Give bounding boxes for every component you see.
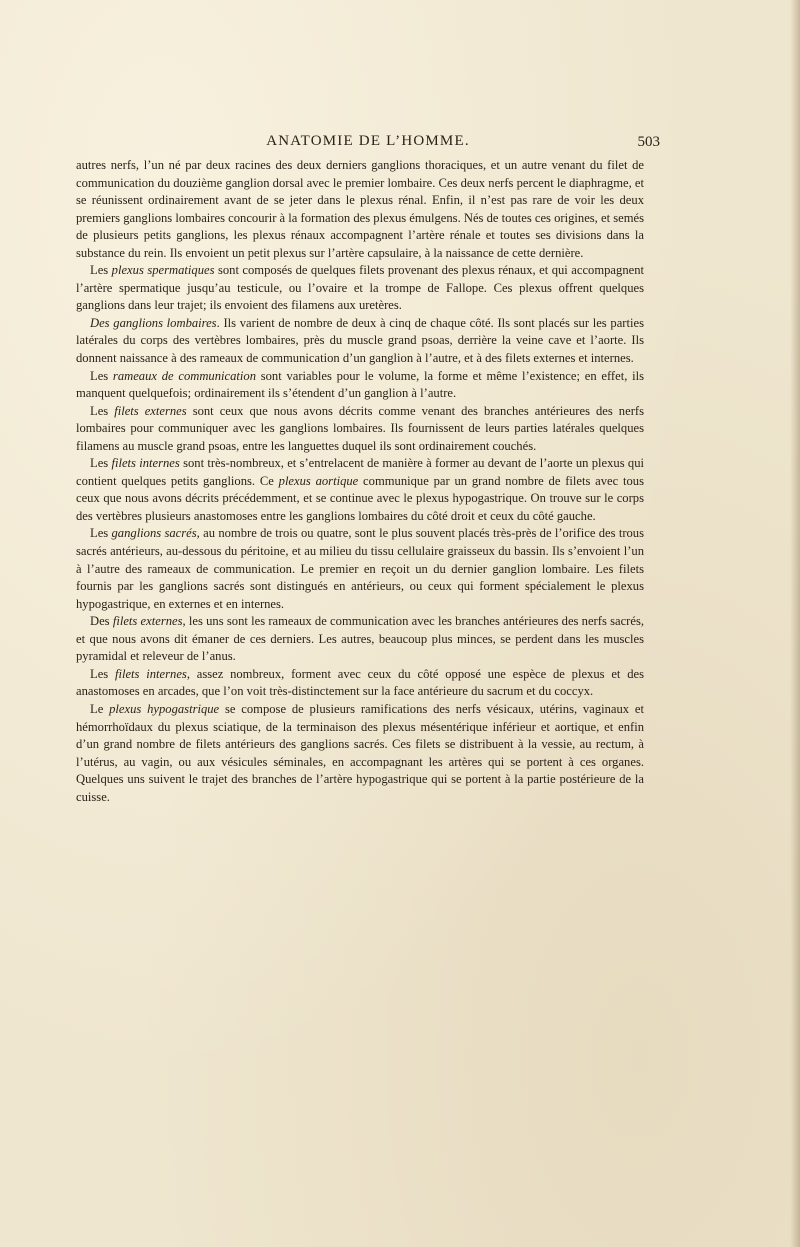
paragraph	[76, 666, 644, 701]
text-run: , assez nombreux, forment avec ceux du côté opposé une espèce de plexus et des anastomoses en arcades, que l’on voit très-distinctement sur la face antérieure du sacrum et du coccyx.	[76, 666, 644, 699]
text-run: Les	[90, 456, 112, 471]
paragraph	[76, 613, 644, 666]
anatomical-term: rameaux de communication	[112, 368, 256, 383]
paragraph	[76, 262, 644, 315]
paragraph	[76, 455, 644, 525]
paragraph	[76, 525, 644, 613]
text-run: Des	[90, 614, 113, 629]
text-run: Les	[90, 368, 113, 383]
text-run: Les	[90, 403, 115, 418]
paragraph	[76, 315, 644, 368]
text-run: sont variables pour le volume, la forme et même l’existence; en effet, ils manquent quelquefois; ordinairement ils s’étendent d’un ganglion à l’autre.	[76, 368, 644, 401]
anatomical-term: filets internes	[114, 666, 187, 681]
text-run: . Ils varient de nombre de deux à cinq de chaque côté. Ils sont placés sur les parties latérales du corps des vertèbres lombaires, près du muscle grand psoas, derrière la veine cave et l’aorte. Ils donnent naissance à des rameaux de communication d’un ganglion à l’autre, et à des filets externes et internes.	[76, 315, 644, 366]
text-run: Les	[90, 526, 112, 541]
text-run: sont très-nombreux, et s’entrelacent de manière à former au devant de l’aorte un plexus qui contient quelques petits ganglions. Ce	[76, 456, 644, 488]
paragraph	[76, 403, 644, 456]
text-run: sont ceux que nous avons décrits comme venant des branches antérieures des nerfs lombaires pour communiquer avec les ganglions lombaires. Ils fournissent de leurs parties latérales quelques filamens au muscle grand psoas, entre les languettes duquel ils sont ordinairement couchés.	[76, 403, 644, 453]
text-run: Le	[90, 701, 110, 716]
anatomical-term: plexus hypogastrique	[109, 701, 220, 716]
paragraph	[76, 701, 644, 806]
text-run: , les uns sont les rameaux de communication avec les branches antérieures des nerfs sacrés, et que nous avons dit émaner de ces derniers. Les autres, beaucoup plus minces, se perdent dans les muscles pyramidal et releveur de l’anus.	[76, 614, 645, 664]
anatomical-term: filets internes	[111, 456, 180, 471]
anatomical-term: plexus spermatiques	[111, 263, 215, 278]
text-run: Les	[90, 263, 112, 278]
body-text	[76, 157, 644, 806]
paragraph	[76, 157, 644, 262]
paragraph	[76, 368, 644, 403]
text-run: Les	[90, 666, 115, 681]
text-run: communique par un grand nombre de filets avec tous ceux que nous avons décrits précédemment, et se continue avec le plexus hypogastrique. On trouve sur le corps des vertèbres plusieurs anastomoses entre les ganglions lombaires du côté droit et ceux du côté gauche.	[76, 473, 644, 523]
running-head	[76, 133, 660, 157]
text-run: autres nerfs, l’un né par deux racines des deux derniers ganglions thoraciques, et un autre venant du filet de communication du douzième ganglion dorsal avec le premier lombaire. Ces deux nerfs percent le diaphragme, et se réunissent ordinairement avant de se jeter dans le plexus rénal. Enfin, il n’est pas rare de voir les deux premiers ganglions lombaires concourir à la formation des plexus émulgens. Nés de toutes ces origines, et semés de plusieurs petits ganglions, les plexus rénaux accompagnent l’artère rénale et toutes ses divisions dans la substance du rein. Ils envoient un petit plexus sur l’artère capsulaire, à la naissance de cette dernière.	[76, 158, 644, 260]
text-run: , au nombre de trois ou quatre, sont le plus souvent placés très-près de l’orifice des trous sacrés antérieurs, au-dessous du péritoine, et au milieu du tissu cellulaire graisseux du bassin. Ils s’envoient l’un à l’autre des rameaux de communication. Le premier en reçoit un du dernier ganglion lombaire. Les filets fournis par les ganglions sacrés sont distingués en antérieurs, ou ceux qui forment spécialement le plexus hypogastrique, en externes et en internes.	[76, 526, 645, 611]
page-edge-shadow	[790, 0, 800, 1247]
anatomical-term: Des ganglions lombaires	[90, 315, 217, 330]
text-run: sont composés de quelques filets provenant des plexus rénaux, et qui accompagnent l’artère spermatique jusqu’au testicule, ou l’ovaire et la trompe de Fallope. Ces plexus offrent quelques ganglions dans leur trajet; ils envoient des filamens aux uretères.	[76, 263, 645, 313]
anatomical-term: ganglions sacrés	[111, 526, 197, 541]
anatomical-term: filets externes	[112, 614, 183, 629]
anatomical-term: plexus aortique	[278, 473, 359, 488]
page-number: 503	[637, 134, 660, 150]
running-title: ANATOMIE DE L’HOMME.	[266, 133, 470, 149]
anatomical-term: filets externes	[114, 403, 187, 418]
text-run: se compose de plusieurs ramifications des nerfs vésicaux, utérins, vaginaux et hémorrhoïdaux du plexus sciatique, de la terminaison des plexus mésentérique inférieur et aortique, et enfin d’un grand nombre de filets antérieurs des ganglions sacrés. Ces filets se distribuent à la vessie, au rectum, à l’utérus, au vagin, ou aux vésicules séminales, en accompagnant les artères qui se portent à ces organes. Quelques uns suivent le trajet des branches de l’artère hypogastrique qui se portent à la partie postérieure de la cuisse.	[76, 701, 644, 804]
